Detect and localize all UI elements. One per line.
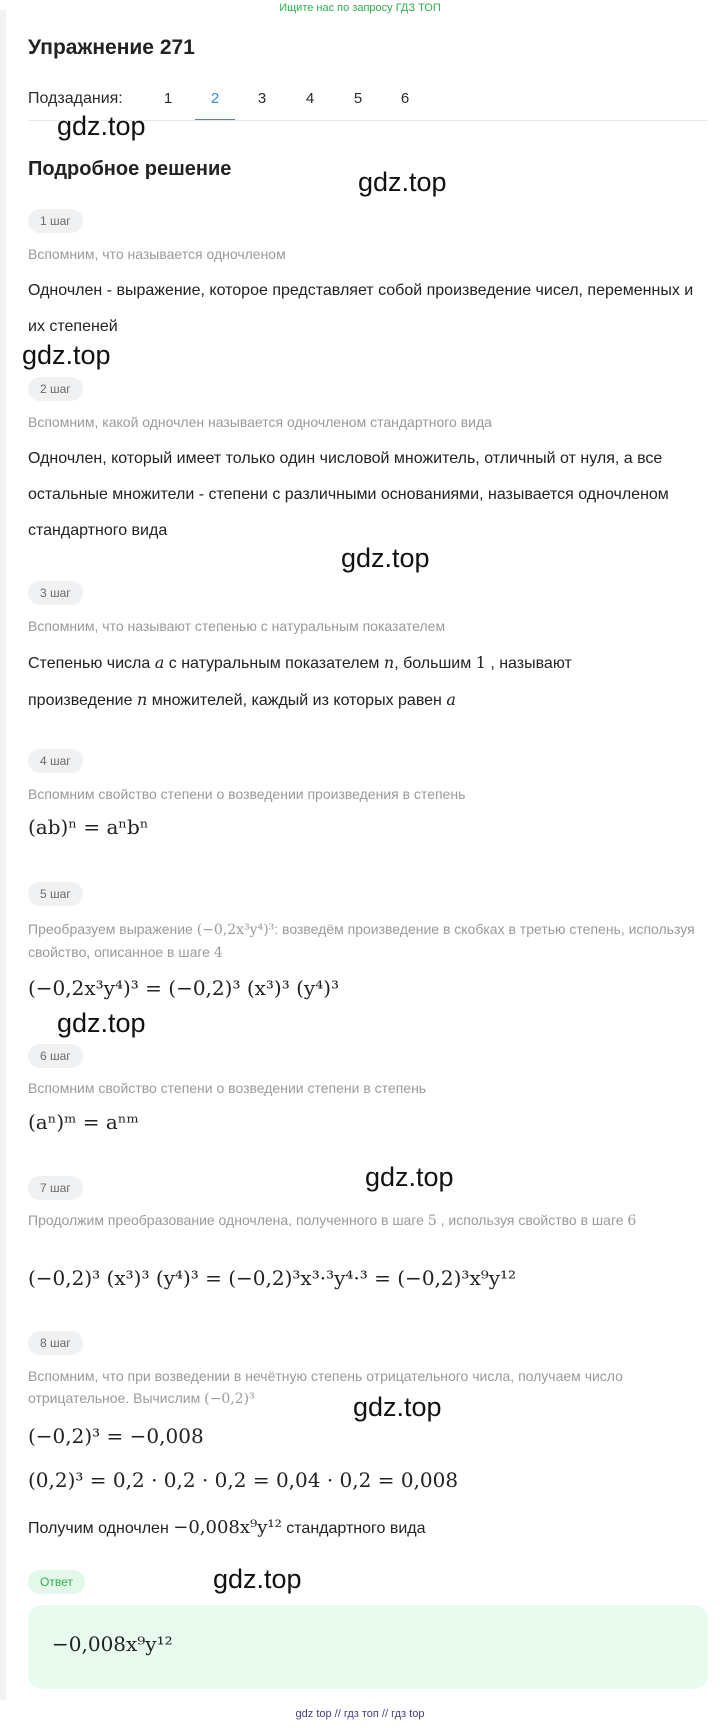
watermark: gdz.top [365, 1162, 454, 1192]
step-6-formula: (aⁿ)ᵐ = aⁿᵐ [28, 1110, 139, 1134]
step-8-conclusion: Получим одночлен −0,008x⁹y¹² стандартного вида [28, 1517, 426, 1538]
tab-subtask-3[interactable]: 3 [257, 90, 267, 107]
step-5-hint: Преобразуем выражение (−0,2x³y⁴)³: возведём произведение в скобках в третью степень, используя свойство, описанное в шаге 4 [28, 921, 695, 961]
answer-badge: Ответ [28, 1570, 85, 1594]
step-5-formula: (−0,2x³y⁴)³ = (−0,2)³ (x³)³ (y⁴)³ [28, 976, 340, 1000]
step-7-badge: 7 шаг [28, 1176, 83, 1200]
tab-subtask-5[interactable]: 5 [353, 90, 363, 107]
step-3-text: Степенью числа a с натуральным показателем n, большим 1 , называют произведение n множителей, каждый из которых равен a [28, 653, 572, 709]
step-3-hint: Вспомним, что называют степенью с натуральным показателем [28, 618, 446, 634]
step-6-badge: 6 шаг [28, 1044, 83, 1068]
step-2-hint: Вспомним, какой одночлен называется одночленом стандартного вида [28, 414, 492, 430]
watermark: gdz.top [358, 167, 447, 197]
step-4-hint: Вспомним свойство степени о возведении произведения в степень [28, 786, 466, 802]
section-title: Подробное решение [28, 158, 232, 180]
step-3-badge: 3 шаг [28, 581, 83, 605]
page-title: Упражнение 271 [28, 36, 195, 59]
watermark: gdz.top [353, 1392, 442, 1422]
watermark: gdz.top [341, 543, 430, 573]
step-4-badge: 4 шаг [28, 749, 83, 773]
step-8-hint: Вспомним, что при возведении в нечётную степень отрицательного числа, получаем число отрицательное. Вычислим (−0,2)³ [28, 1368, 623, 1407]
watermark: gdz.top [57, 1008, 146, 1038]
subtasks-label: Подзадания: [28, 90, 123, 107]
tab-subtask-2[interactable]: 2 [210, 90, 220, 107]
step-2-text: Одночлен, который имеет только один числовой множитель, отличный от нуля, а все остальные множители - степени с различными основаниями, называется одночленом стандартного вида [28, 450, 669, 539]
tab-subtask-6[interactable]: 6 [400, 90, 410, 107]
step-1-text: Одночлен - выражение, которое представляет собой произведение чисел, переменных и их степеней [28, 282, 694, 335]
left-divider [0, 10, 6, 1700]
tab-subtask-4[interactable]: 4 [305, 90, 315, 107]
watermark: gdz.top [213, 1564, 302, 1594]
answer-value: −0,008x⁹y¹² [52, 1632, 173, 1656]
step-4-formula: (ab)ⁿ = aⁿbⁿ [28, 815, 149, 839]
step-1-hint: Вспомним, что называется одночленом [28, 246, 286, 262]
top-banner[interactable]: Ищите нас по запросу ГДЗ ТОП [279, 2, 441, 14]
step-2-badge: 2 шаг [28, 377, 83, 401]
step-7-formula: (−0,2)³ (x³)³ (y⁴)³ = (−0,2)³x³·³y⁴·³ = (−0,2)³x⁹y¹² [28, 1266, 517, 1290]
step-8-formula-2: (0,2)³ = 0,2 · 0,2 · 0,2 = 0,04 · 0,2 = 0,008 [28, 1468, 459, 1492]
tab-subtask-1[interactable]: 1 [163, 90, 173, 107]
step-6-hint: Вспомним свойство степени о возведении степени в степень [28, 1080, 427, 1096]
step-7-hint: Продолжим преобразование одночлена, полученного в шаге 5 , используя свойство в шаге 6 [28, 1212, 637, 1229]
step-8-badge: 8 шаг [28, 1331, 83, 1355]
step-8-formula-1: (−0,2)³ = −0,008 [28, 1424, 204, 1448]
watermark: gdz.top [57, 111, 146, 141]
step-1-badge: 1 шаг [28, 209, 83, 233]
step-5-badge: 5 шаг [28, 882, 83, 906]
watermark: gdz.top [22, 340, 111, 370]
footer-links[interactable]: gdz top // гдз топ // гдз top [295, 1708, 425, 1720]
